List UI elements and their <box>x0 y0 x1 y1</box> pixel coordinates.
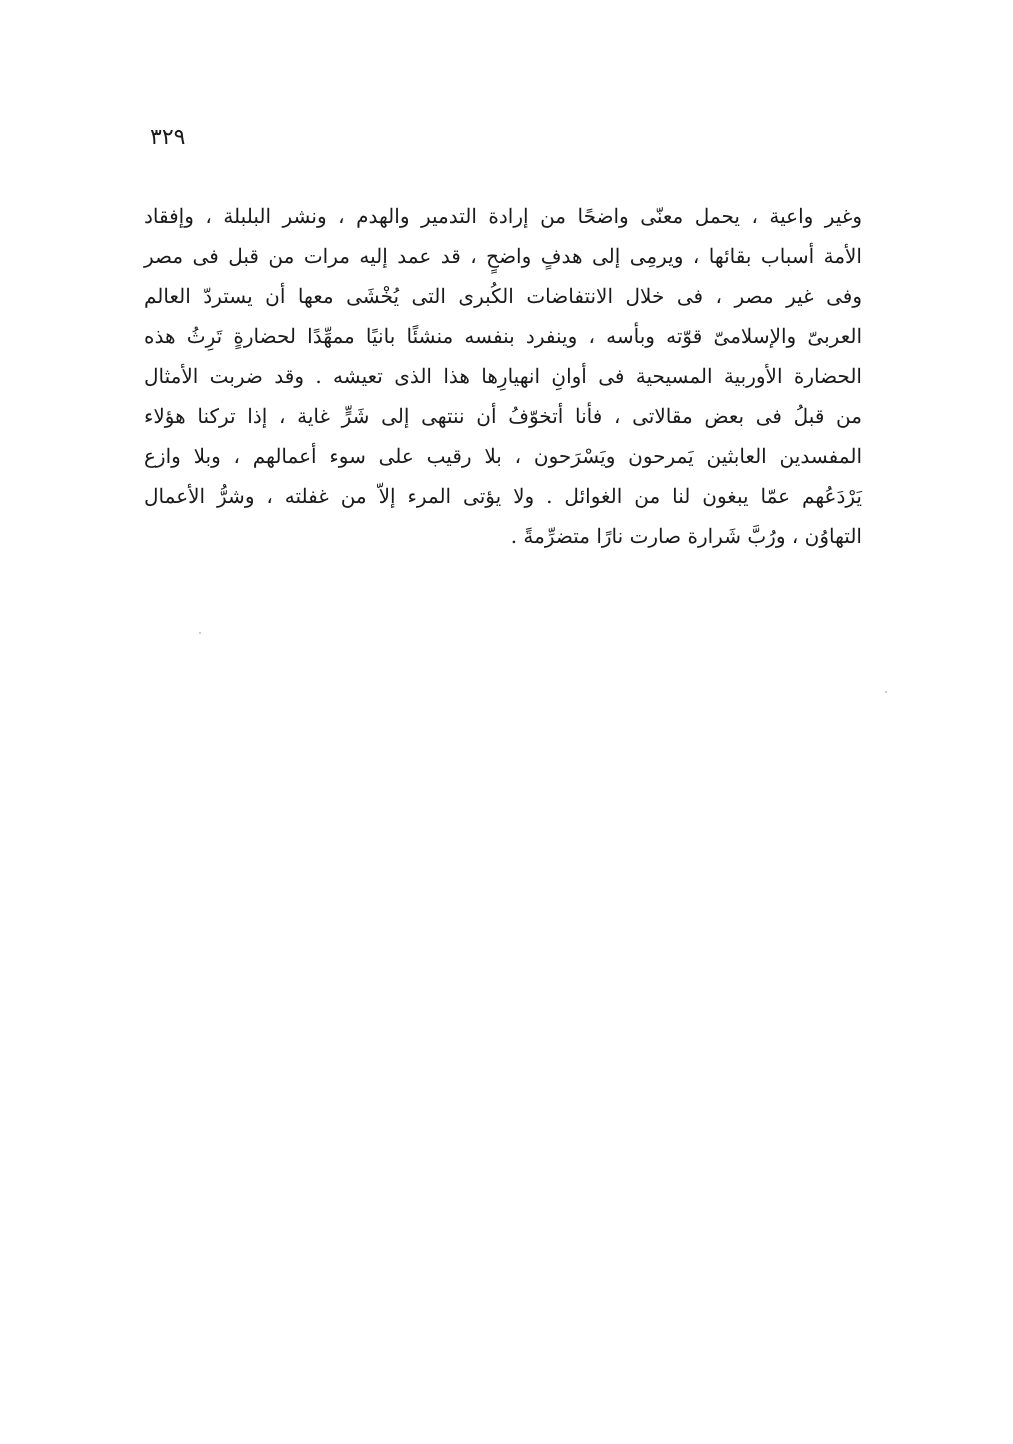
text-line: التهاوُن ، ورُبَّ شَرارة صارت نارًا متضرِّمةً . <box>510 524 862 548</box>
page-number: ٣٢٩ <box>150 125 186 150</box>
text-line: العربىّ والإسلامىّ قوّته وبأسه ، وينفرد بنفسه منشئًا بانيًا ممهِّدًا لحضارةٍ تَرِثُ هذه <box>144 324 862 348</box>
text-line: الأمة أسباب بقائها ، ويرمِى إلى هدفٍ واضحٍ ، قد عمد إليه مرات من قبل فى مصر <box>144 244 862 268</box>
scan-speck <box>199 632 201 634</box>
text-line: وفى غير مصر ، فى خلال الانتفاضات الكُبرى التى يُخْشَى معها أن يستردّ العالم <box>144 284 862 308</box>
body-text <box>144 196 862 556</box>
scan-speck <box>885 691 887 693</box>
text-line: من قبلُ فى بعض مقالاتى ، فأنا أتخوّفُ أن ننتهى إلى شَرٍّ غاية ، إذا تركنا هؤلاء <box>144 404 862 428</box>
text-line: وغير واعية ، يحمل معنّى واضحًا من إرادة التدمير والهدم ، ونشر البلبلة ، وإفقاد <box>144 204 862 228</box>
text-line: يَرْدَعُهم عمّا يبغون لنا من الغوائل . ولا يؤتى المرء إلاّ من غفلته ، وشرُّ الأعمال <box>144 484 862 508</box>
text-line: الحضارة الأوربية المسيحية فى أوانِ انهيارِها هذا الذى تعيشه . وقد ضربت الأمثال <box>144 364 862 388</box>
text-line: المفسدين العابثين يَمرحون ويَسْرَحون ، بلا رقيب على سوء أعمالهم ، وبلا وازع <box>144 444 862 468</box>
